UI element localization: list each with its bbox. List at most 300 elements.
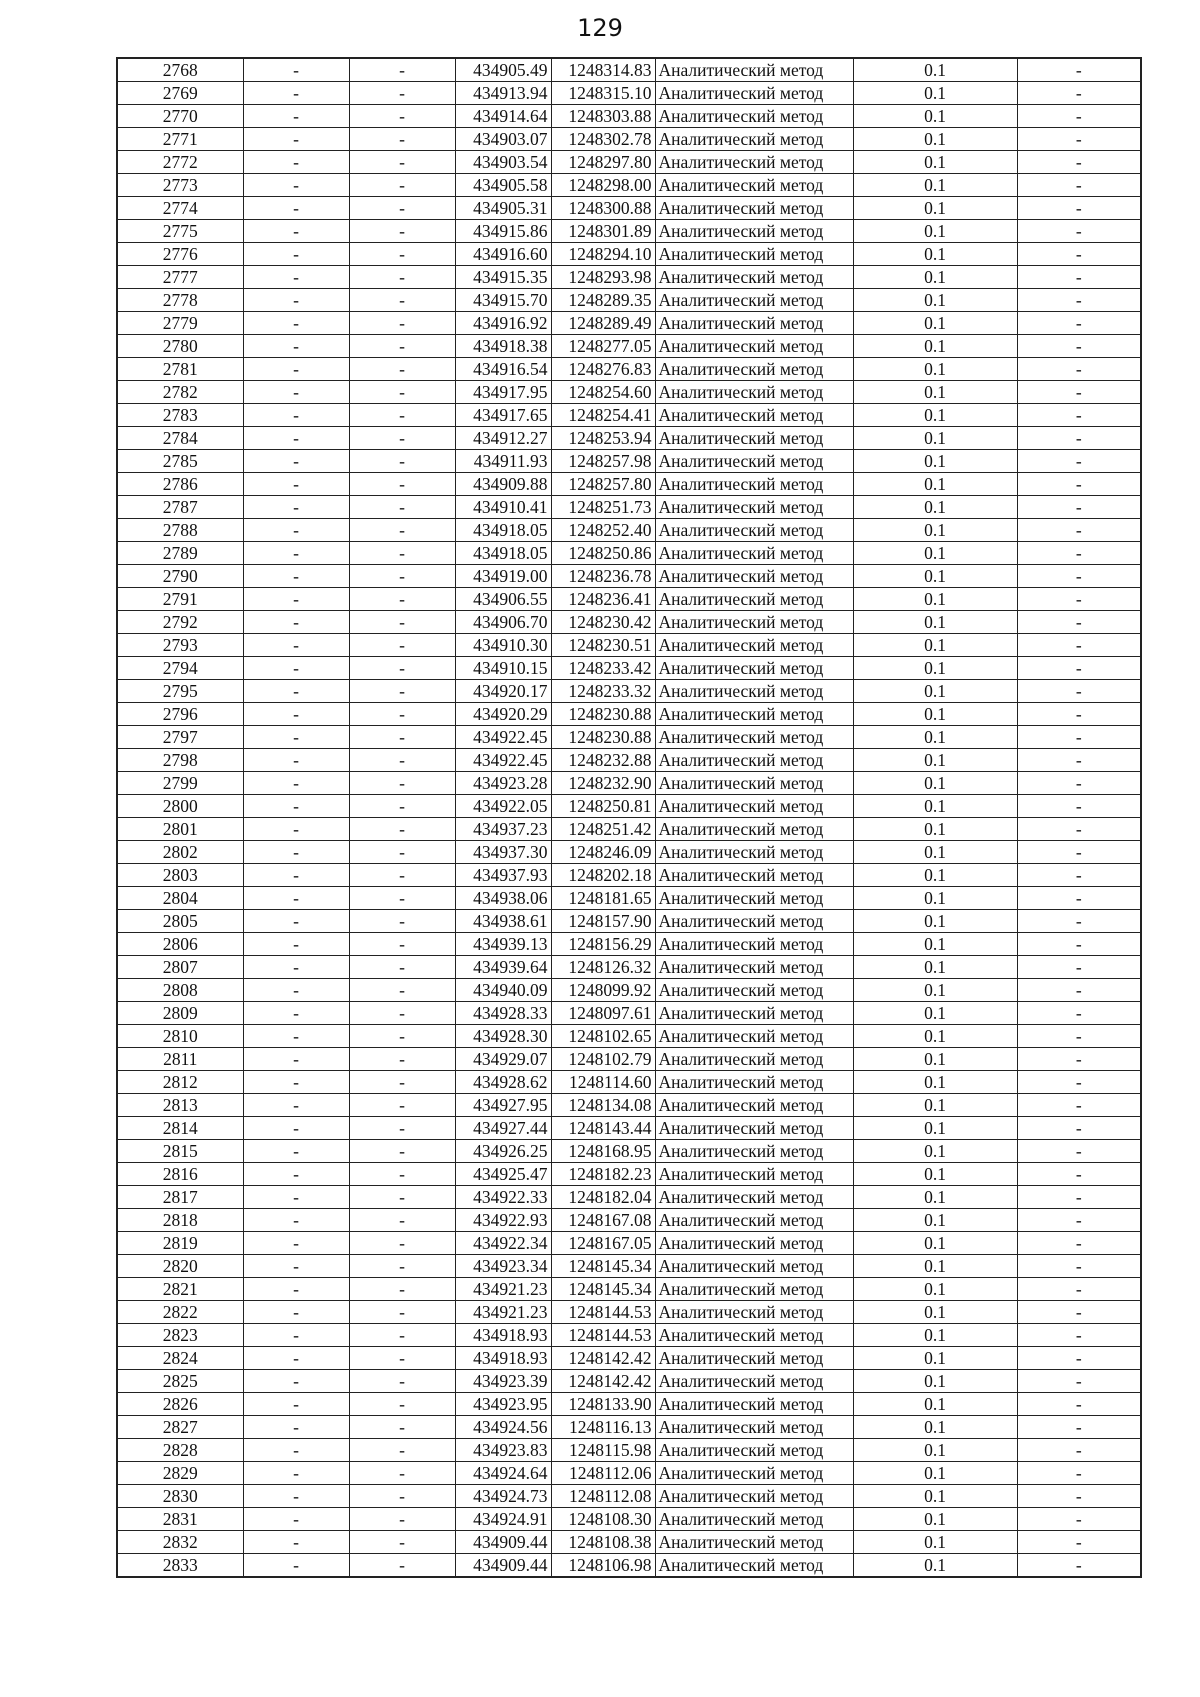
dash-cell: - xyxy=(1017,427,1141,450)
accuracy-cell: 0.1 xyxy=(853,519,1017,542)
dash-cell: - xyxy=(1017,197,1141,220)
y-coordinate-cell: 1248297.80 xyxy=(551,151,655,174)
y-coordinate-cell: 1248251.73 xyxy=(551,496,655,519)
table-row xyxy=(117,1531,1141,1554)
x-coordinate-cell: 434924.56 xyxy=(455,1416,551,1439)
dash-cell: - xyxy=(243,1347,349,1370)
y-coordinate-cell: 1248099.92 xyxy=(551,979,655,1002)
point-number-cell: 2776 xyxy=(117,243,243,266)
dash-cell: - xyxy=(349,220,455,243)
x-coordinate-cell: 434905.49 xyxy=(455,58,551,82)
dash-cell: - xyxy=(243,1554,349,1578)
method-cell: Аналитический метод xyxy=(655,335,853,358)
y-coordinate-cell: 1248116.13 xyxy=(551,1416,655,1439)
y-coordinate-cell: 1248114.60 xyxy=(551,1071,655,1094)
dash-cell: - xyxy=(243,542,349,565)
dash-cell: - xyxy=(1017,473,1141,496)
table-row xyxy=(117,289,1141,312)
dash-cell: - xyxy=(1017,128,1141,151)
method-cell: Аналитический метод xyxy=(655,220,853,243)
dash-cell: - xyxy=(243,58,349,82)
table-row xyxy=(117,542,1141,565)
dash-cell: - xyxy=(1017,795,1141,818)
dash-cell: - xyxy=(1017,1025,1141,1048)
point-number-cell: 2770 xyxy=(117,105,243,128)
dash-cell: - xyxy=(349,818,455,841)
accuracy-cell: 0.1 xyxy=(853,105,1017,128)
method-cell: Аналитический метод xyxy=(655,1140,853,1163)
dash-cell: - xyxy=(243,197,349,220)
x-coordinate-cell: 434928.33 xyxy=(455,1002,551,1025)
dash-cell: - xyxy=(349,105,455,128)
y-coordinate-cell: 1248232.90 xyxy=(551,772,655,795)
accuracy-cell: 0.1 xyxy=(853,1439,1017,1462)
table-row xyxy=(117,427,1141,450)
point-number-cell: 2830 xyxy=(117,1485,243,1508)
dash-cell: - xyxy=(243,1393,349,1416)
y-coordinate-cell: 1248230.51 xyxy=(551,634,655,657)
accuracy-cell: 0.1 xyxy=(853,1209,1017,1232)
accuracy-cell: 0.1 xyxy=(853,772,1017,795)
page-number: 129 xyxy=(577,14,623,42)
dash-cell: - xyxy=(1017,220,1141,243)
method-cell: Аналитический метод xyxy=(655,726,853,749)
point-number-cell: 2809 xyxy=(117,1002,243,1025)
x-coordinate-cell: 434920.29 xyxy=(455,703,551,726)
point-number-cell: 2807 xyxy=(117,956,243,979)
table-row xyxy=(117,1186,1141,1209)
dash-cell: - xyxy=(349,450,455,473)
dash-cell: - xyxy=(349,1416,455,1439)
table-row xyxy=(117,1370,1141,1393)
x-coordinate-cell: 434937.23 xyxy=(455,818,551,841)
accuracy-cell: 0.1 xyxy=(853,979,1017,1002)
y-coordinate-cell: 1248257.98 xyxy=(551,450,655,473)
dash-cell: - xyxy=(349,1485,455,1508)
dash-cell: - xyxy=(349,174,455,197)
dash-cell: - xyxy=(1017,1117,1141,1140)
point-number-cell: 2824 xyxy=(117,1347,243,1370)
y-coordinate-cell: 1248254.41 xyxy=(551,404,655,427)
dash-cell: - xyxy=(349,1554,455,1578)
table-row xyxy=(117,703,1141,726)
y-coordinate-cell: 1248108.38 xyxy=(551,1531,655,1554)
point-number-cell: 2811 xyxy=(117,1048,243,1071)
method-cell: Аналитический метод xyxy=(655,1255,853,1278)
table-row xyxy=(117,611,1141,634)
method-cell: Аналитический метод xyxy=(655,634,853,657)
x-coordinate-cell: 434905.31 xyxy=(455,197,551,220)
y-coordinate-cell: 1248112.08 xyxy=(551,1485,655,1508)
method-cell: Аналитический метод xyxy=(655,1508,853,1531)
dash-cell: - xyxy=(349,1324,455,1347)
dash-cell: - xyxy=(349,197,455,220)
dash-cell: - xyxy=(243,1462,349,1485)
point-number-cell: 2833 xyxy=(117,1554,243,1578)
x-coordinate-cell: 434915.86 xyxy=(455,220,551,243)
dash-cell: - xyxy=(349,795,455,818)
y-coordinate-cell: 1248251.42 xyxy=(551,818,655,841)
dash-cell: - xyxy=(1017,1071,1141,1094)
dash-cell: - xyxy=(243,1370,349,1393)
table-row xyxy=(117,795,1141,818)
dash-cell: - xyxy=(1017,1232,1141,1255)
x-coordinate-cell: 434910.30 xyxy=(455,634,551,657)
dash-cell: - xyxy=(1017,864,1141,887)
dash-cell: - xyxy=(349,841,455,864)
dash-cell: - xyxy=(349,611,455,634)
point-number-cell: 2774 xyxy=(117,197,243,220)
method-cell: Аналитический метод xyxy=(655,358,853,381)
dash-cell: - xyxy=(243,1255,349,1278)
y-coordinate-cell: 1248233.32 xyxy=(551,680,655,703)
accuracy-cell: 0.1 xyxy=(853,657,1017,680)
table-row xyxy=(117,1002,1141,1025)
accuracy-cell: 0.1 xyxy=(853,197,1017,220)
method-cell: Аналитический метод xyxy=(655,289,853,312)
table-row xyxy=(117,933,1141,956)
dash-cell: - xyxy=(243,1094,349,1117)
dash-cell: - xyxy=(1017,979,1141,1002)
coordinates-table xyxy=(116,57,1142,1578)
method-cell: Аналитический метод xyxy=(655,772,853,795)
dash-cell: - xyxy=(349,933,455,956)
point-number-cell: 2768 xyxy=(117,58,243,82)
accuracy-cell: 0.1 xyxy=(853,404,1017,427)
x-coordinate-cell: 434929.07 xyxy=(455,1048,551,1071)
method-cell: Аналитический метод xyxy=(655,128,853,151)
dash-cell: - xyxy=(1017,450,1141,473)
dash-cell: - xyxy=(349,1301,455,1324)
table-row xyxy=(117,1140,1141,1163)
dash-cell: - xyxy=(349,1439,455,1462)
x-coordinate-cell: 434915.35 xyxy=(455,266,551,289)
method-cell: Аналитический метод xyxy=(655,1094,853,1117)
point-number-cell: 2832 xyxy=(117,1531,243,1554)
dash-cell: - xyxy=(349,1071,455,1094)
accuracy-cell: 0.1 xyxy=(853,1531,1017,1554)
dash-cell: - xyxy=(243,772,349,795)
point-number-cell: 2817 xyxy=(117,1186,243,1209)
method-cell: Аналитический метод xyxy=(655,703,853,726)
method-cell: Аналитический метод xyxy=(655,1324,853,1347)
dash-cell: - xyxy=(243,427,349,450)
accuracy-cell: 0.1 xyxy=(853,1025,1017,1048)
y-coordinate-cell: 1248233.42 xyxy=(551,657,655,680)
dash-cell: - xyxy=(349,1094,455,1117)
dash-cell: - xyxy=(1017,266,1141,289)
method-cell: Аналитический метод xyxy=(655,910,853,933)
dash-cell: - xyxy=(243,887,349,910)
point-number-cell: 2786 xyxy=(117,473,243,496)
method-cell: Аналитический метод xyxy=(655,1025,853,1048)
table-row xyxy=(117,151,1141,174)
y-coordinate-cell: 1248133.90 xyxy=(551,1393,655,1416)
dash-cell: - xyxy=(349,1347,455,1370)
accuracy-cell: 0.1 xyxy=(853,58,1017,82)
dash-cell: - xyxy=(243,381,349,404)
x-coordinate-cell: 434911.93 xyxy=(455,450,551,473)
table-row xyxy=(117,1462,1141,1485)
y-coordinate-cell: 1248315.10 xyxy=(551,82,655,105)
y-coordinate-cell: 1248115.98 xyxy=(551,1439,655,1462)
accuracy-cell: 0.1 xyxy=(853,1370,1017,1393)
dash-cell: - xyxy=(243,496,349,519)
accuracy-cell: 0.1 xyxy=(853,1416,1017,1439)
dash-cell: - xyxy=(243,266,349,289)
dash-cell: - xyxy=(1017,772,1141,795)
y-coordinate-cell: 1248230.42 xyxy=(551,611,655,634)
y-coordinate-cell: 1248134.08 xyxy=(551,1094,655,1117)
table-row xyxy=(117,58,1141,82)
dash-cell: - xyxy=(243,519,349,542)
point-number-cell: 2806 xyxy=(117,933,243,956)
point-number-cell: 2769 xyxy=(117,82,243,105)
point-number-cell: 2795 xyxy=(117,680,243,703)
method-cell: Аналитический метод xyxy=(655,1209,853,1232)
dash-cell: - xyxy=(243,1439,349,1462)
table-row xyxy=(117,312,1141,335)
y-coordinate-cell: 1248167.08 xyxy=(551,1209,655,1232)
dash-cell: - xyxy=(1017,1301,1141,1324)
table-row xyxy=(117,910,1141,933)
table-row xyxy=(117,450,1141,473)
dash-cell: - xyxy=(349,1232,455,1255)
dash-cell: - xyxy=(1017,404,1141,427)
dash-cell: - xyxy=(1017,1048,1141,1071)
x-coordinate-cell: 434922.45 xyxy=(455,749,551,772)
dash-cell: - xyxy=(1017,726,1141,749)
x-coordinate-cell: 434909.88 xyxy=(455,473,551,496)
dash-cell: - xyxy=(349,749,455,772)
point-number-cell: 2820 xyxy=(117,1255,243,1278)
method-cell: Аналитический метод xyxy=(655,404,853,427)
method-cell: Аналитический метод xyxy=(655,174,853,197)
dash-cell: - xyxy=(1017,151,1141,174)
method-cell: Аналитический метод xyxy=(655,979,853,1002)
table-row xyxy=(117,404,1141,427)
method-cell: Аналитический метод xyxy=(655,1416,853,1439)
y-coordinate-cell: 1248298.00 xyxy=(551,174,655,197)
x-coordinate-cell: 434939.64 xyxy=(455,956,551,979)
dash-cell: - xyxy=(349,1186,455,1209)
dash-cell: - xyxy=(349,634,455,657)
dash-cell: - xyxy=(349,1531,455,1554)
x-coordinate-cell: 434903.54 xyxy=(455,151,551,174)
accuracy-cell: 0.1 xyxy=(853,289,1017,312)
point-number-cell: 2782 xyxy=(117,381,243,404)
dash-cell: - xyxy=(349,1278,455,1301)
dash-cell: - xyxy=(243,680,349,703)
point-number-cell: 2823 xyxy=(117,1324,243,1347)
table-row xyxy=(117,565,1141,588)
accuracy-cell: 0.1 xyxy=(853,726,1017,749)
dash-cell: - xyxy=(1017,243,1141,266)
method-cell: Аналитический метод xyxy=(655,1117,853,1140)
dash-cell: - xyxy=(1017,58,1141,82)
dash-cell: - xyxy=(243,1416,349,1439)
dash-cell: - xyxy=(349,1393,455,1416)
table-row xyxy=(117,1163,1141,1186)
dash-cell: - xyxy=(1017,611,1141,634)
point-number-cell: 2788 xyxy=(117,519,243,542)
accuracy-cell: 0.1 xyxy=(853,1186,1017,1209)
dash-cell: - xyxy=(1017,657,1141,680)
dash-cell: - xyxy=(349,1140,455,1163)
method-cell: Аналитический метод xyxy=(655,1186,853,1209)
dash-cell: - xyxy=(349,979,455,1002)
point-number-cell: 2779 xyxy=(117,312,243,335)
point-number-cell: 2810 xyxy=(117,1025,243,1048)
y-coordinate-cell: 1248250.81 xyxy=(551,795,655,818)
table-row xyxy=(117,1209,1141,1232)
y-coordinate-cell: 1248289.49 xyxy=(551,312,655,335)
y-coordinate-cell: 1248232.88 xyxy=(551,749,655,772)
x-coordinate-cell: 434924.73 xyxy=(455,1485,551,1508)
method-cell: Аналитический метод xyxy=(655,588,853,611)
method-cell: Аналитический метод xyxy=(655,58,853,82)
dash-cell: - xyxy=(1017,496,1141,519)
x-coordinate-cell: 434910.41 xyxy=(455,496,551,519)
table-row xyxy=(117,128,1141,151)
table-row xyxy=(117,818,1141,841)
x-coordinate-cell: 434918.93 xyxy=(455,1324,551,1347)
accuracy-cell: 0.1 xyxy=(853,1508,1017,1531)
dash-cell: - xyxy=(1017,289,1141,312)
dash-cell: - xyxy=(243,1324,349,1347)
method-cell: Аналитический метод xyxy=(655,1301,853,1324)
dash-cell: - xyxy=(1017,1186,1141,1209)
point-number-cell: 2801 xyxy=(117,818,243,841)
accuracy-cell: 0.1 xyxy=(853,335,1017,358)
table-row xyxy=(117,1324,1141,1347)
dash-cell: - xyxy=(349,956,455,979)
method-cell: Аналитический метод xyxy=(655,542,853,565)
table-row xyxy=(117,1048,1141,1071)
point-number-cell: 2783 xyxy=(117,404,243,427)
y-coordinate-cell: 1248144.53 xyxy=(551,1301,655,1324)
dash-cell: - xyxy=(349,312,455,335)
x-coordinate-cell: 434917.95 xyxy=(455,381,551,404)
dash-cell: - xyxy=(349,243,455,266)
table-row xyxy=(117,496,1141,519)
dash-cell: - xyxy=(1017,1531,1141,1554)
dash-cell: - xyxy=(1017,910,1141,933)
method-cell: Аналитический метод xyxy=(655,243,853,266)
dash-cell: - xyxy=(243,726,349,749)
point-number-cell: 2822 xyxy=(117,1301,243,1324)
x-coordinate-cell: 434927.95 xyxy=(455,1094,551,1117)
table-row xyxy=(117,588,1141,611)
x-coordinate-cell: 434916.60 xyxy=(455,243,551,266)
accuracy-cell: 0.1 xyxy=(853,1554,1017,1578)
table-row xyxy=(117,82,1141,105)
dash-cell: - xyxy=(349,151,455,174)
dash-cell: - xyxy=(349,427,455,450)
dash-cell: - xyxy=(349,358,455,381)
accuracy-cell: 0.1 xyxy=(853,887,1017,910)
method-cell: Аналитический метод xyxy=(655,519,853,542)
accuracy-cell: 0.1 xyxy=(853,749,1017,772)
dash-cell: - xyxy=(349,1163,455,1186)
accuracy-cell: 0.1 xyxy=(853,427,1017,450)
table-row xyxy=(117,1439,1141,1462)
dash-cell: - xyxy=(243,611,349,634)
method-cell: Аналитический метод xyxy=(655,1347,853,1370)
y-coordinate-cell: 1248236.41 xyxy=(551,588,655,611)
dash-cell: - xyxy=(1017,82,1141,105)
point-number-cell: 2815 xyxy=(117,1140,243,1163)
accuracy-cell: 0.1 xyxy=(853,910,1017,933)
x-coordinate-cell: 434909.44 xyxy=(455,1554,551,1578)
point-number-cell: 2814 xyxy=(117,1117,243,1140)
table-row xyxy=(117,220,1141,243)
point-number-cell: 2789 xyxy=(117,542,243,565)
point-number-cell: 2803 xyxy=(117,864,243,887)
point-number-cell: 2829 xyxy=(117,1462,243,1485)
x-coordinate-cell: 434925.47 xyxy=(455,1163,551,1186)
point-number-cell: 2816 xyxy=(117,1163,243,1186)
dash-cell: - xyxy=(1017,1324,1141,1347)
x-coordinate-cell: 434916.92 xyxy=(455,312,551,335)
dash-cell: - xyxy=(349,289,455,312)
y-coordinate-cell: 1248257.80 xyxy=(551,473,655,496)
dash-cell: - xyxy=(1017,818,1141,841)
point-number-cell: 2796 xyxy=(117,703,243,726)
y-coordinate-cell: 1248253.94 xyxy=(551,427,655,450)
accuracy-cell: 0.1 xyxy=(853,473,1017,496)
dash-cell: - xyxy=(1017,887,1141,910)
y-coordinate-cell: 1248303.88 xyxy=(551,105,655,128)
y-coordinate-cell: 1248182.04 xyxy=(551,1186,655,1209)
dash-cell: - xyxy=(1017,933,1141,956)
y-coordinate-cell: 1248289.35 xyxy=(551,289,655,312)
dash-cell: - xyxy=(349,703,455,726)
dash-cell: - xyxy=(1017,1347,1141,1370)
dash-cell: - xyxy=(243,910,349,933)
y-coordinate-cell: 1248145.34 xyxy=(551,1255,655,1278)
table-row xyxy=(117,1094,1141,1117)
x-coordinate-cell: 434918.38 xyxy=(455,335,551,358)
y-coordinate-cell: 1248112.06 xyxy=(551,1462,655,1485)
y-coordinate-cell: 1248254.60 xyxy=(551,381,655,404)
dash-cell: - xyxy=(243,1117,349,1140)
method-cell: Аналитический метод xyxy=(655,197,853,220)
point-number-cell: 2798 xyxy=(117,749,243,772)
x-coordinate-cell: 434903.07 xyxy=(455,128,551,151)
dash-cell: - xyxy=(243,1531,349,1554)
point-number-cell: 2778 xyxy=(117,289,243,312)
y-coordinate-cell: 1248097.61 xyxy=(551,1002,655,1025)
table-row xyxy=(117,266,1141,289)
dash-cell: - xyxy=(243,1508,349,1531)
accuracy-cell: 0.1 xyxy=(853,1301,1017,1324)
table-row xyxy=(117,105,1141,128)
dash-cell: - xyxy=(349,335,455,358)
dash-cell: - xyxy=(1017,749,1141,772)
method-cell: Аналитический метод xyxy=(655,1554,853,1578)
accuracy-cell: 0.1 xyxy=(853,358,1017,381)
dash-cell: - xyxy=(1017,1255,1141,1278)
point-number-cell: 2802 xyxy=(117,841,243,864)
method-cell: Аналитический метод xyxy=(655,795,853,818)
dash-cell: - xyxy=(349,381,455,404)
dash-cell: - xyxy=(243,588,349,611)
x-coordinate-cell: 434937.93 xyxy=(455,864,551,887)
y-coordinate-cell: 1248143.44 xyxy=(551,1117,655,1140)
accuracy-cell: 0.1 xyxy=(853,1048,1017,1071)
accuracy-cell: 0.1 xyxy=(853,82,1017,105)
